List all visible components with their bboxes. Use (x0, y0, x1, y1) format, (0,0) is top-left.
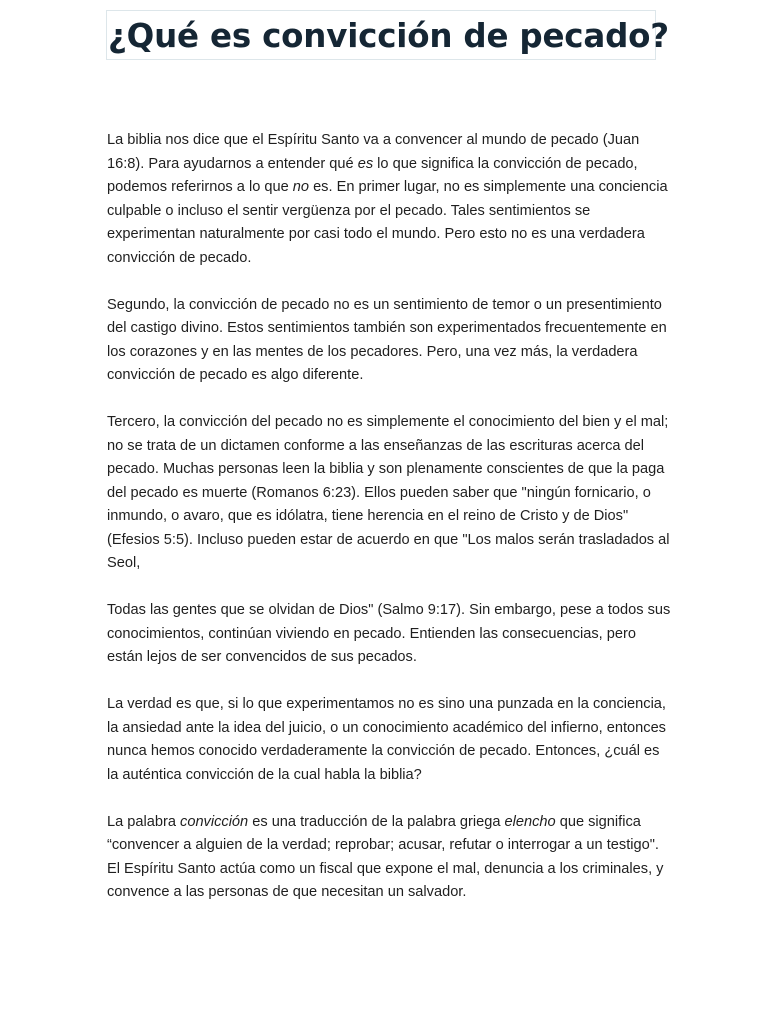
paragraph-2 (107, 294, 672, 388)
paragraph-text: Tercero, la convicción del pecado no es simplemente el conocimiento del bien y el mal; no se trata de un dictamen conforme a las enseñanzas de las escrituras acerca del pecado. Muchas personas leen la biblia y son plenamente conscientes de que la paga del pecado es muerte (Romanos 6:23). Ellos pueden saber que "ningún fornicario, o inmundo, o avaro, que es idólatra, tiene herencia en el reino de Cristo y de Dios" (Efesios 5:5). Incluso pueden estar de acuerdo en que "Los malos serán trasladados al Seol, (107, 414, 670, 571)
paragraph-text: La biblia nos dice que el Espíritu Santo va a convencer al mundo de pecado (Juan 16:8). Para ayudarnos a entender qué (107, 132, 640, 172)
article-body (107, 129, 672, 928)
page-title: ¿Qué es convicción de pecado? (106, 10, 656, 60)
paragraph-text: La palabra (107, 813, 181, 830)
emphasized-text: no (292, 179, 310, 195)
paragraph-4 (107, 599, 672, 670)
paragraph-1 (107, 129, 672, 270)
paragraph-6 (107, 811, 672, 905)
paragraph-text: Todas las gentes que se olvidan de Dios" (Salmo 9:17). Sin embargo, pese a todos sus conocimientos, continúan viviendo en pecado. Entienden las consecuencias, pero están lejos de ser convencidos de sus pecados. (107, 602, 671, 665)
paragraph-text: es. En primer lugar, no es simplemente una conciencia culpable o incluso el sentir vergüenza por el pecado. Tales sentimientos se experimentan naturalmente por casi todo el mundo. Pero esto no es una verdadera convicción de pecado. (107, 179, 668, 266)
emphasized-text: elencho (504, 813, 556, 830)
paragraph-5 (107, 693, 672, 787)
emphasized-text: convicción (180, 813, 249, 830)
paragraph-text: que significa “convencer a alguien de la verdad; reprobar; acusar, refutar o interrogar a un testigo". El Espíritu Santo actúa como un fiscal que expone el mal, denuncia a los criminales, y convence a las personas de que necesitan un salvador. (107, 813, 664, 900)
emphasized-text: es (357, 155, 374, 172)
paragraph-text: Segundo, la convicción de pecado no es un sentimiento de temor o un presentimiento del castigo divino. Estos sentimientos también son experimentados frecuentemente en los corazones y en las mentes de los pecadores. Pero, una vez más, la verdadera convicción de pecado es algo diferente. (107, 296, 667, 383)
paragraph-text: La verdad es que, si lo que experimentamos no es sino una punzada en la conciencia, la ansiedad ante la idea del juicio, o un conocimiento académico del infierno, entonces nunca hemos conocido verdaderamente la convicción de pecado. Entonces, ¿cuál es la auténtica convicción de la cual habla la biblia? (107, 696, 666, 783)
paragraph-3 (107, 411, 672, 576)
paragraph-text: lo que significa la convicción de pecado, podemos referirnos a lo que (107, 155, 638, 195)
paragraph-text: es una traducción de la palabra griega (248, 813, 505, 830)
